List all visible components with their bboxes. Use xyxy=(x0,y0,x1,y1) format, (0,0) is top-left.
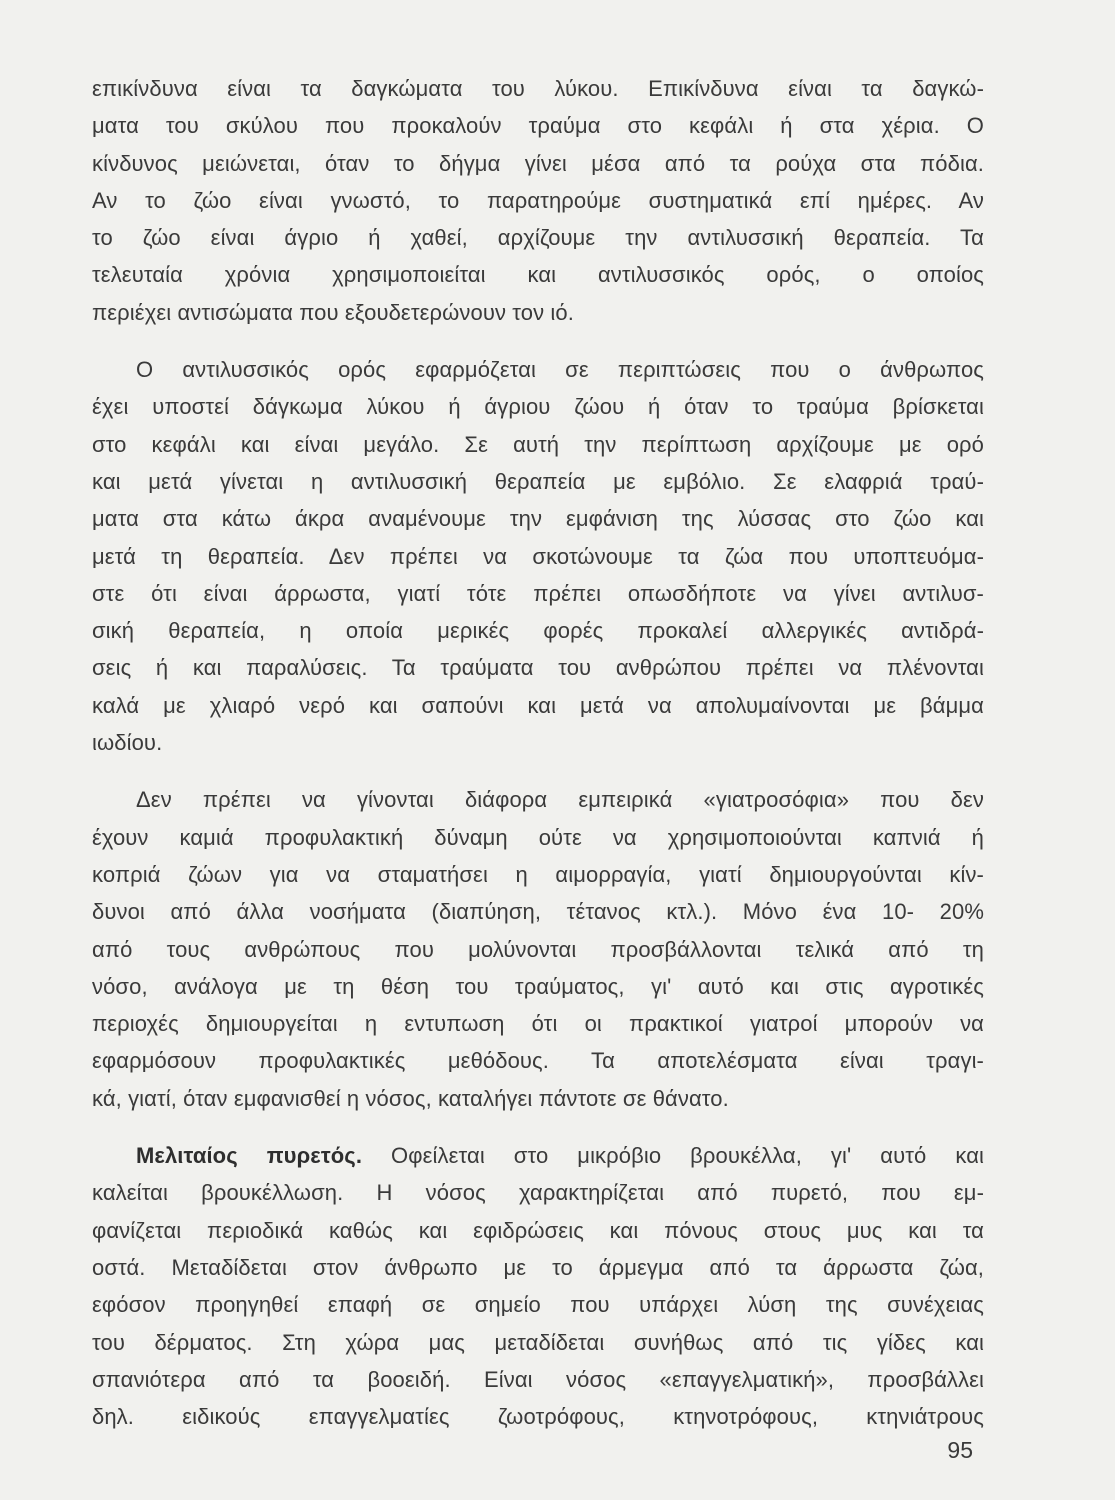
text-line: οστά. Μεταδίδεται στον άνθρωπο με το άρμεγμα από τα άρρωστα ζώα, xyxy=(92,1254,984,1280)
text-line: στε ότι είναι άρρωστα, γιατί τότε πρέπει οπωσδήποτε να γίνει αντιλυσ- xyxy=(92,580,984,606)
text-line: νόσο, ανάλογα με τη θέση του τραύματος, γι' αυτό και στις αγροτικές xyxy=(92,973,984,999)
text-line: ματα στα κάτω άκρα αναμένουμε την εμφάνιση της λύσσας στο ζώο και xyxy=(92,506,984,532)
text-line: σπανιότερα από τα βοοειδή. Είναι νόσος «επαγγελματική», προσβάλλει xyxy=(92,1366,984,1392)
text-line: έχουν καμιά προφυλακτική δύναμη ούτε να χρησιμοποιούνται καπνιά ή xyxy=(92,824,984,850)
paragraph-2 xyxy=(92,351,984,761)
text-line: επικίνδυνα είναι τα δαγκώματα του λύκου. Επικίνδυνα είναι τα δαγκώ- xyxy=(92,76,984,101)
text-line: στο κεφάλι και είναι μεγάλο. Σε αυτή την περίπτωση αρχίζουμε με ορό xyxy=(92,431,984,457)
text-line: καλείται βρουκέλλωση. Η νόσος χαρακτηρίζεται από πυρετό, που εμ- xyxy=(92,1180,984,1206)
text-line: σική θεραπεία, η οποία μερικές φορές προκαλεί αλλεργικές αντιδρά- xyxy=(92,618,984,644)
text-line: εφόσον προηγηθεί επαφή σε σημείο που υπάρχει λύση της συνέχειας xyxy=(92,1292,984,1318)
text-line: κίνδυνος μειώνεται, όταν το δήγμα γίνει μέσα από τα ρούχα στα πόδια. xyxy=(92,150,984,176)
page-number: 95 xyxy=(947,1437,973,1463)
text-line: έχει υποστεί δάγκωμα λύκου ή άγριου ζώου ή όταν το τραύμα βρίσκεται xyxy=(92,394,984,420)
text-line: σεις ή και παραλύσεις. Τα τραύματα του ανθρώπου πρέπει να πλένονται xyxy=(92,655,984,681)
text-line: φανίζεται περιοδικά καθώς και εφιδρώσεις και πόνους στους μυς και τα xyxy=(92,1217,984,1243)
text-line: του δέρματος. Στη χώρα μας μεταδίδεται συνήθως από τις γίδες και xyxy=(92,1329,984,1355)
paragraph-brucellosis xyxy=(92,1137,984,1435)
text-line: τελευταία χρόνια χρησιμοποιείται και αντιλυσσικός ορός, ο οποίος xyxy=(92,262,984,288)
section-term: Μελιταίος πυρετός. xyxy=(136,1143,363,1169)
text-line: δυνοι από άλλα νοσήματα (διαπύηση, τέτανος κτλ.). Μόνο ένα 10- 20% xyxy=(92,899,984,925)
text-line: κοπριά ζώων για να σταματήσει η αιμορραγία, γιατί δημιουργούνται κίν- xyxy=(92,861,984,887)
text-line xyxy=(92,1137,984,1174)
text-line: κά, γιατί, όταν εμφανισθεί η νόσος, καταλήγει πάντοτε σε θάνατο. xyxy=(92,1085,729,1111)
text-line: το ζώο είναι άγριο ή χαθεί, αρχίζουμε την αντιλυσσική θεραπεία. Τα xyxy=(92,225,984,251)
page-body xyxy=(92,70,984,1435)
paragraph-3 xyxy=(92,781,984,1117)
text-line: καλά με χλιαρό νερό και σαπούνι και μετά να απολυμαίνονται με βάμμα xyxy=(92,692,984,718)
paragraph-gap xyxy=(92,761,984,781)
text-line: Αν το ζώο είναι γνωστό, το παρατηρούμε συστηματικά επί ημέρες. Αν xyxy=(92,187,984,213)
paragraph-gap xyxy=(92,331,984,351)
paragraph-gap xyxy=(92,1117,984,1137)
text-line: Ο αντιλυσσικός ορός εφαρμόζεται σε περιπτώσεις που ο άνθρωπος xyxy=(136,357,984,383)
text-line: ιωδίου. xyxy=(92,730,163,756)
text-line: περιέχει αντισώματα που εξουδετερώνουν τον ιό. xyxy=(92,299,574,325)
text-line: μετά τη θεραπεία. Δεν πρέπει να σκοτώνουμε τα ζώα που υποπτευόμα- xyxy=(92,543,984,569)
text-line: ματα του σκύλου που προκαλούν τραύμα στο κεφάλι ή στα χέρια. Ο xyxy=(92,113,984,139)
text-line: Δεν πρέπει να γίνονται διάφορα εμπειρικά «γιατροσόφια» που δεν xyxy=(136,787,984,813)
text-line: δηλ. ειδικούς επαγγελματίες ζωοτρόφους, κτηνοτρόφους, κτηνιάτρους xyxy=(92,1404,984,1430)
term-line-rest: Οφείλεται στο μικρόβιο βρουκέλλα, γι' αυτό και xyxy=(391,1143,984,1169)
text-line: και μετά γίνεται η αντιλυσσική θεραπεία με εμβόλιο. Σε ελαφριά τραύ- xyxy=(92,468,984,494)
text-line: περιοχές δημιουργείται η εντυπωση ότι οι πρακτικοί γιατροί μπορούν να xyxy=(92,1011,984,1037)
paragraph-1 xyxy=(92,70,984,331)
text-line: από τους ανθρώπους που μολύνονται προσβάλλονται τελικά από τη xyxy=(92,936,984,962)
text-line: εφαρμόσουν προφυλακτικές μεθόδους. Τα αποτελέσματα είναι τραγι- xyxy=(92,1048,984,1074)
